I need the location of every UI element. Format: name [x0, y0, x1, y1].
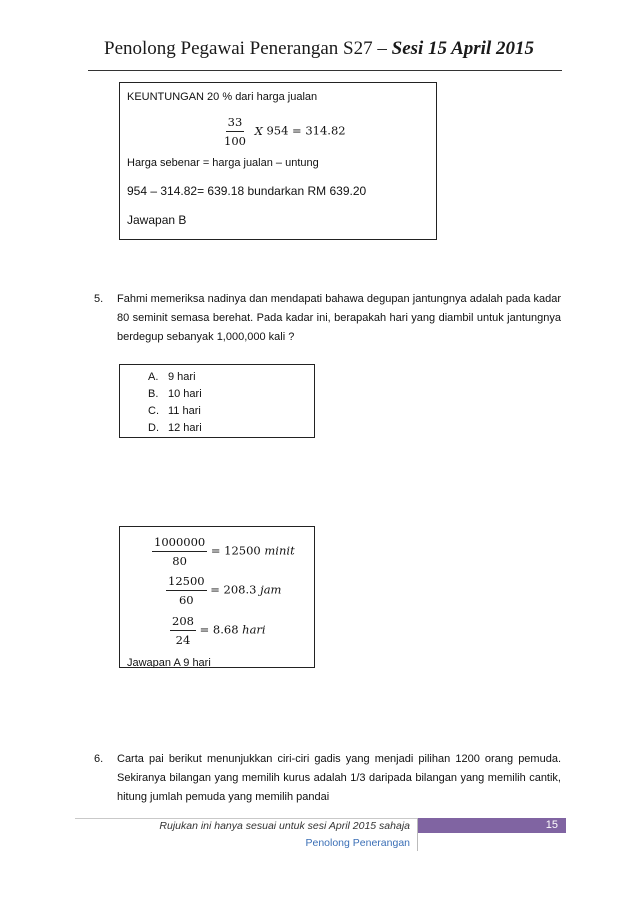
footer-note: Rujukan ini hanya sesuai untuk sesi April 2015 sahaja [159, 820, 410, 832]
q5-option-b [148, 386, 202, 403]
footer-divider [417, 818, 418, 851]
box1-equation [222, 115, 346, 148]
q5-option-a [148, 369, 202, 386]
box2-answer: Jawapan A 9 hari [127, 657, 211, 668]
q5-option-c [148, 403, 202, 420]
q5-option-letter: C. [148, 405, 159, 417]
box1-equation-result: 954 = 314.82 [262, 123, 346, 138]
box2-fraction-3-row [170, 614, 266, 647]
box2-fraction-3-denominator: 24 [175, 633, 191, 647]
box2-fraction-2-unit: jam [260, 582, 282, 597]
q6-number: 6. [94, 753, 104, 765]
q5-option-text: 9 hari [168, 371, 196, 383]
q5-text: Fahmi memeriksa nadinya dan mendapati bahawa degupan jantungnya adalah pada kadar 80 seminit semasa berehat. Pada kadar ini, berapakah hari yang diambil untuk jantungnya berdegup sebanyak 1,000,000 kali ? [117, 293, 561, 343]
box1-fraction-denominator: 100 [224, 134, 246, 148]
solution-box-2 [119, 526, 315, 668]
box2-fraction-2 [166, 574, 207, 607]
footer-rule [75, 818, 418, 819]
header-title-session: Sesi 15 April 2015 [391, 38, 534, 59]
box2-fraction-1-unit: minit [264, 543, 295, 558]
box1-line-harga-sebenar: Harga sebenar = harga jualan – untung [127, 157, 319, 169]
footer-subtitle: Penolong Penerangan [305, 837, 410, 849]
box1-answer: Jawapan B [127, 213, 187, 227]
header-rule [88, 70, 562, 71]
q5-option-d [148, 420, 202, 437]
box2-fraction-3-unit: hari [242, 622, 266, 637]
q5-option-letter: B. [148, 388, 159, 400]
box2-fraction-1-denominator: 80 [172, 554, 187, 568]
box2-fraction-3 [170, 614, 196, 647]
q6-text: Carta pai berikut menunjukkan ciri-ciri gadis yang menjadi pilihan 1200 orang pemuda. Sekiranya bilangan yang memilih kurus adalah 1/3 daripada bilangan yang memilih cantik, hitung jumlah pemuda yang memilih pandai [117, 753, 561, 803]
box2-fraction-2-numerator: 12500 [166, 574, 207, 591]
header-title-main: Penolong Pegawai Penerangan S27 – [104, 38, 392, 59]
box2-fraction-2-result: = 208.3 [210, 582, 261, 597]
q5-option-text: 10 hari [168, 388, 202, 400]
box2-fraction-2-row [166, 574, 281, 607]
solution-box-1 [119, 82, 437, 240]
box2-fraction-1-result: = 12500 [210, 543, 265, 558]
box1-equation-variable: X [254, 123, 263, 138]
box1-fraction [222, 115, 248, 148]
box2-fraction-2-denominator: 60 [178, 593, 194, 607]
q5-option-letter: D. [148, 422, 159, 434]
q5-number: 5. [94, 293, 104, 305]
box2-fraction-1-numerator: 1000000 [152, 535, 207, 552]
q5-options-box [119, 364, 315, 438]
box2-fraction-3-numerator: 208 [170, 614, 196, 631]
box1-line-calculation: 954 – 314.82= 639.18 bundarkan RM 639.20 [127, 184, 367, 198]
q5-option-letter: A. [148, 371, 159, 383]
box1-line-keuntungan: KEUNTUNGAN 20 % dari harga jualan [127, 91, 318, 103]
page-number: 15 [545, 819, 558, 831]
box2-fraction-1 [152, 535, 207, 568]
box1-fraction-numerator: 33 [226, 115, 245, 132]
q5-option-list [148, 369, 202, 437]
box2-fraction-1-row [152, 535, 295, 568]
q5-option-text: 12 hari [168, 422, 202, 434]
box2-fraction-3-result: = 8.68 [199, 622, 243, 637]
q5-option-text: 11 hari [168, 405, 201, 417]
page-header-title [0, 38, 638, 60]
